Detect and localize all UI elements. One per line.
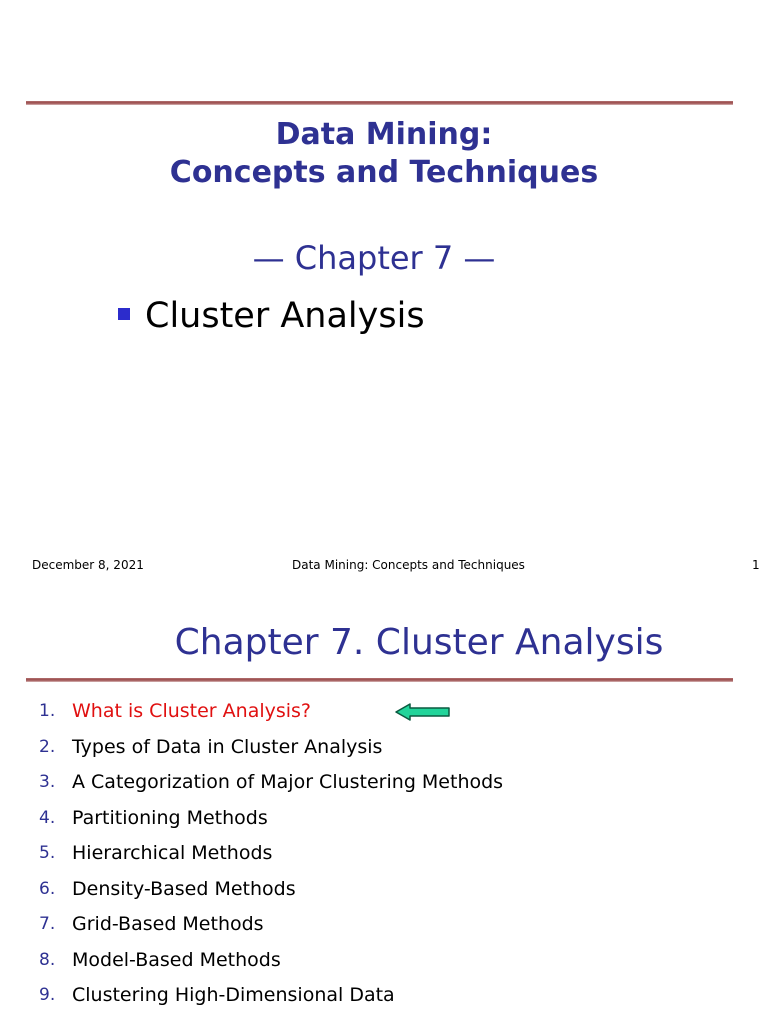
toc-item bbox=[0, 909, 768, 939]
toc-item bbox=[0, 803, 768, 833]
toc-item-number: 1. bbox=[39, 701, 56, 721]
bullet-text: Cluster Analysis bbox=[145, 296, 425, 336]
toc-item-number: 2. bbox=[39, 736, 56, 757]
bullet-square-icon bbox=[118, 308, 130, 320]
toc-item bbox=[0, 732, 768, 762]
toc-item-label: Model-Based Methods bbox=[72, 948, 281, 971]
title-line-2: Concepts and Techniques bbox=[169, 155, 599, 190]
toc-item-label: A Categorization of Major Clustering Methods bbox=[72, 771, 504, 793]
toc-item-label: Hierarchical Methods bbox=[72, 842, 273, 864]
toc-item bbox=[0, 838, 768, 868]
toc-item-number: 9. bbox=[39, 985, 56, 1005]
footer-page-number: 1 bbox=[752, 558, 760, 572]
title-line-1: Data Mining: bbox=[275, 117, 493, 152]
toc-item-number: 5. bbox=[39, 843, 56, 863]
toc-item bbox=[0, 945, 768, 975]
toc-item-label: What is Cluster Analysis? bbox=[72, 700, 312, 722]
footer-date: December 8, 2021 bbox=[32, 558, 144, 572]
toc-item-label: Partitioning Methods bbox=[72, 806, 268, 829]
chapter-label: — Chapter 7 — bbox=[252, 239, 496, 277]
slide-title bbox=[0, 116, 768, 192]
slide-title: Chapter 7. Cluster Analysis bbox=[174, 622, 664, 663]
toc-item-number: 7. bbox=[39, 914, 56, 934]
toc-item bbox=[0, 980, 768, 1010]
toc-item-number: 3. bbox=[39, 772, 56, 792]
toc-item bbox=[0, 874, 768, 904]
toc-item-number: 6. bbox=[39, 878, 56, 899]
toc-item-label: Clustering High-Dimensional Data bbox=[72, 984, 395, 1006]
toc-item bbox=[0, 696, 768, 726]
toc-item-label: Types of Data in Cluster Analysis bbox=[72, 735, 383, 758]
toc-item-number: 4. bbox=[39, 807, 56, 828]
toc-item-label: Density-Based Methods bbox=[72, 877, 296, 900]
toc-item-label: Grid-Based Methods bbox=[72, 913, 264, 935]
toc-item bbox=[0, 767, 768, 797]
left-arrow-icon bbox=[394, 702, 452, 722]
slide-2 bbox=[0, 584, 768, 1024]
header-rule bbox=[26, 101, 733, 105]
toc-item-number: 8. bbox=[39, 949, 56, 970]
header-rule bbox=[26, 678, 733, 682]
footer-title: Data Mining: Concepts and Techniques bbox=[292, 558, 525, 572]
